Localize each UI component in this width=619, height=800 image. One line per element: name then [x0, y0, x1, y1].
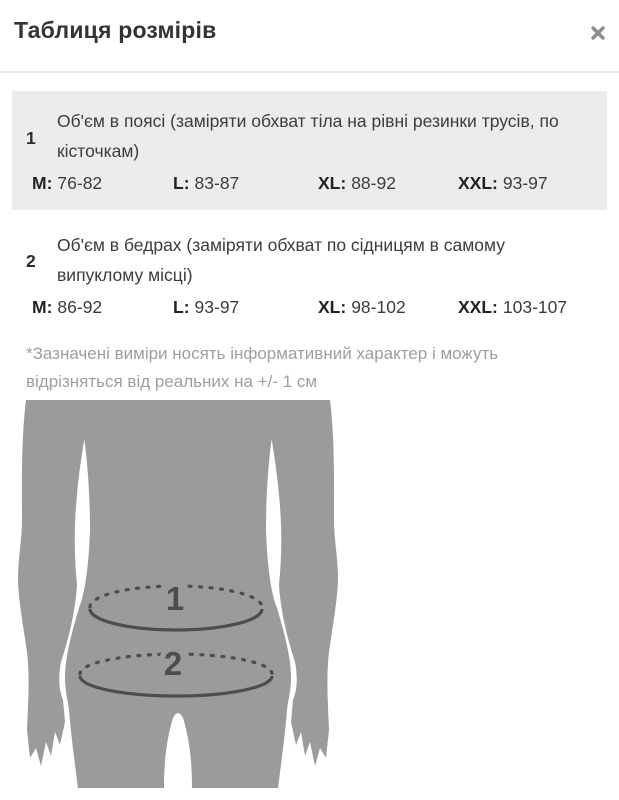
body-measurement-figure [15, 400, 345, 790]
size-xxl: XXL: 103-107 [458, 297, 568, 317]
size-section-waist [12, 91, 607, 210]
size-xl: XL: 98-102 [318, 297, 406, 317]
section-description [57, 106, 587, 166]
disclaimer-line: *Зазначені виміри носять інформативний характер і можуть [26, 344, 499, 363]
waist-line-label: 1 [165, 580, 185, 617]
description-line: Об'єм в поясі (заміряти обхват тіла на рівні резинки трусів, по [57, 111, 559, 131]
size-section-hips [12, 216, 607, 328]
sizes-row [32, 294, 587, 320]
disclaimer-line: відрізняться від реальних на +/- 1 см [26, 372, 318, 391]
size-m: M: 76-82 [32, 173, 103, 193]
description-line: Об'єм в бедрах (заміряти обхват по сідницям в самому [57, 235, 505, 255]
size-l: L: 83-87 [173, 173, 240, 193]
hips-line-label: 2 [163, 645, 183, 682]
sizes-row [32, 170, 587, 196]
section-number: 2 [26, 251, 36, 271]
size-xxl: XXL: 93-97 [458, 173, 548, 193]
modal-title: Таблиця розмірів [14, 17, 217, 43]
size-m: M: 86-92 [32, 297, 103, 317]
close-icon [590, 25, 606, 41]
section-number: 1 [26, 128, 36, 148]
disclaimer-note [26, 340, 599, 396]
modal-header [0, 0, 619, 73]
torso-diagram [15, 400, 345, 790]
size-l: L: 93-97 [173, 297, 240, 317]
close-button[interactable] [586, 21, 610, 45]
description-line: випуклому місці) [57, 265, 193, 285]
description-line: кісточкам) [57, 141, 140, 161]
size-xl: XL: 88-92 [318, 173, 396, 193]
section-description [57, 230, 587, 290]
